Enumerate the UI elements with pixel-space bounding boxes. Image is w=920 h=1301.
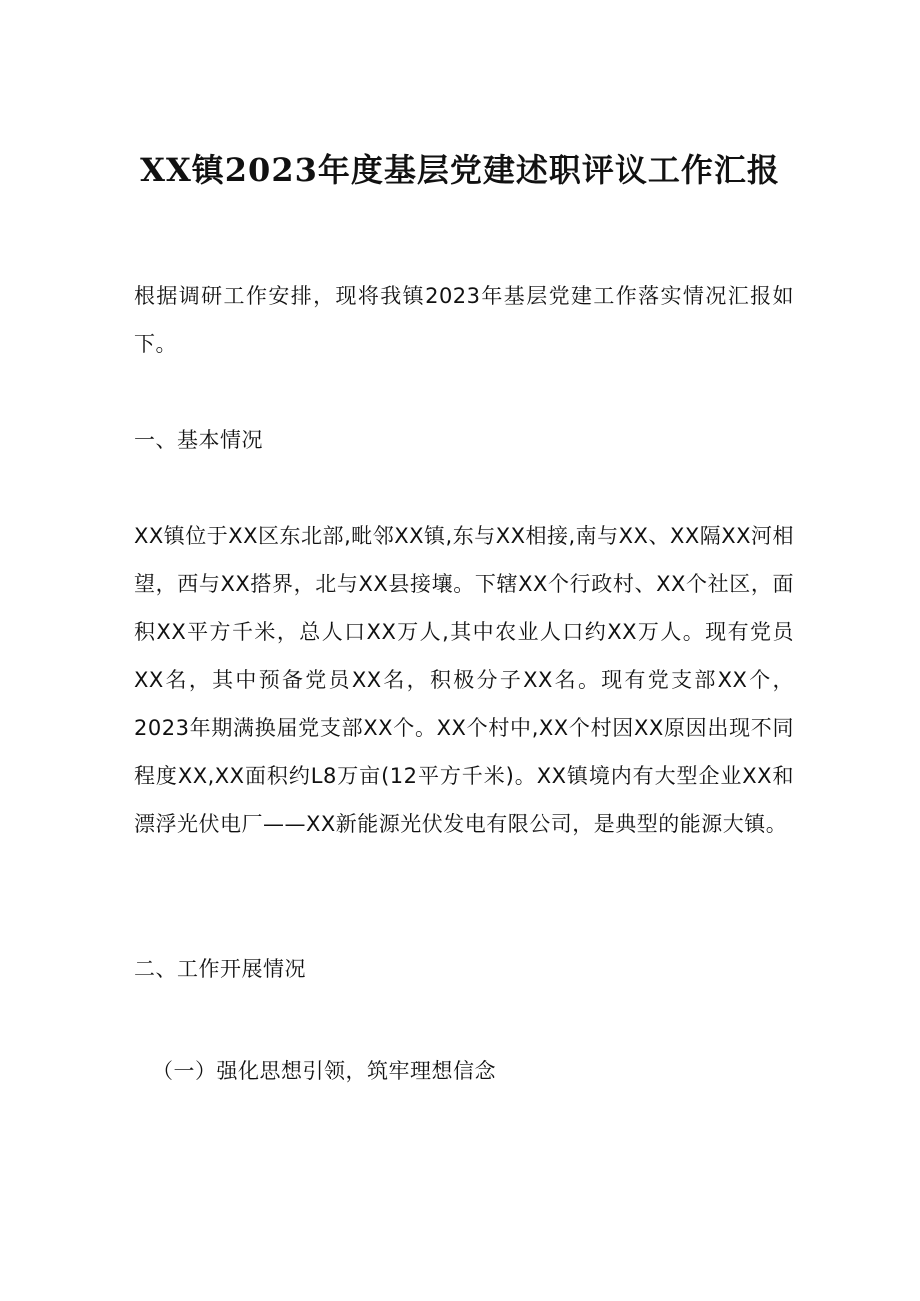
subsection-1-heading: （一）强化思想引领，筑牢理想信念 [152, 1059, 496, 1083]
section-1-heading: 一、基本情况 [134, 428, 263, 452]
intro-paragraph: 根据调研工作安排，现将我镇2023年基层党建工作落实情况汇报如下。 [134, 284, 794, 356]
section-2-heading: 二、工作开展情况 [134, 957, 306, 981]
section-1-body: XX镇位于XX区东北部,毗邻XX镇,东与XX相接,南与XX、XX隔XX河相望，西与XX搭界，北与XX县接壤。下辖XX个行政村、XX个社区，面积XX平方千米，总人口XX万人,其中农业人口约XX万人。现有党员XX名，其中预备党员XX名，积极分子XX名。现有党支部XX个，2023年期满换届党支部XX个。XX个村中,XX个村因XX原因出现不同程度XX,XX面积约L8万亩(12平方千米)。XX镇境内有大型企业XX和漂浮光伏电厂——XX新能源光伏发电有限公司，是典型的能源大镇。 [134, 524, 794, 836]
document-title: XX镇2023年度基层党建述职评议工作汇报 [140, 151, 780, 189]
